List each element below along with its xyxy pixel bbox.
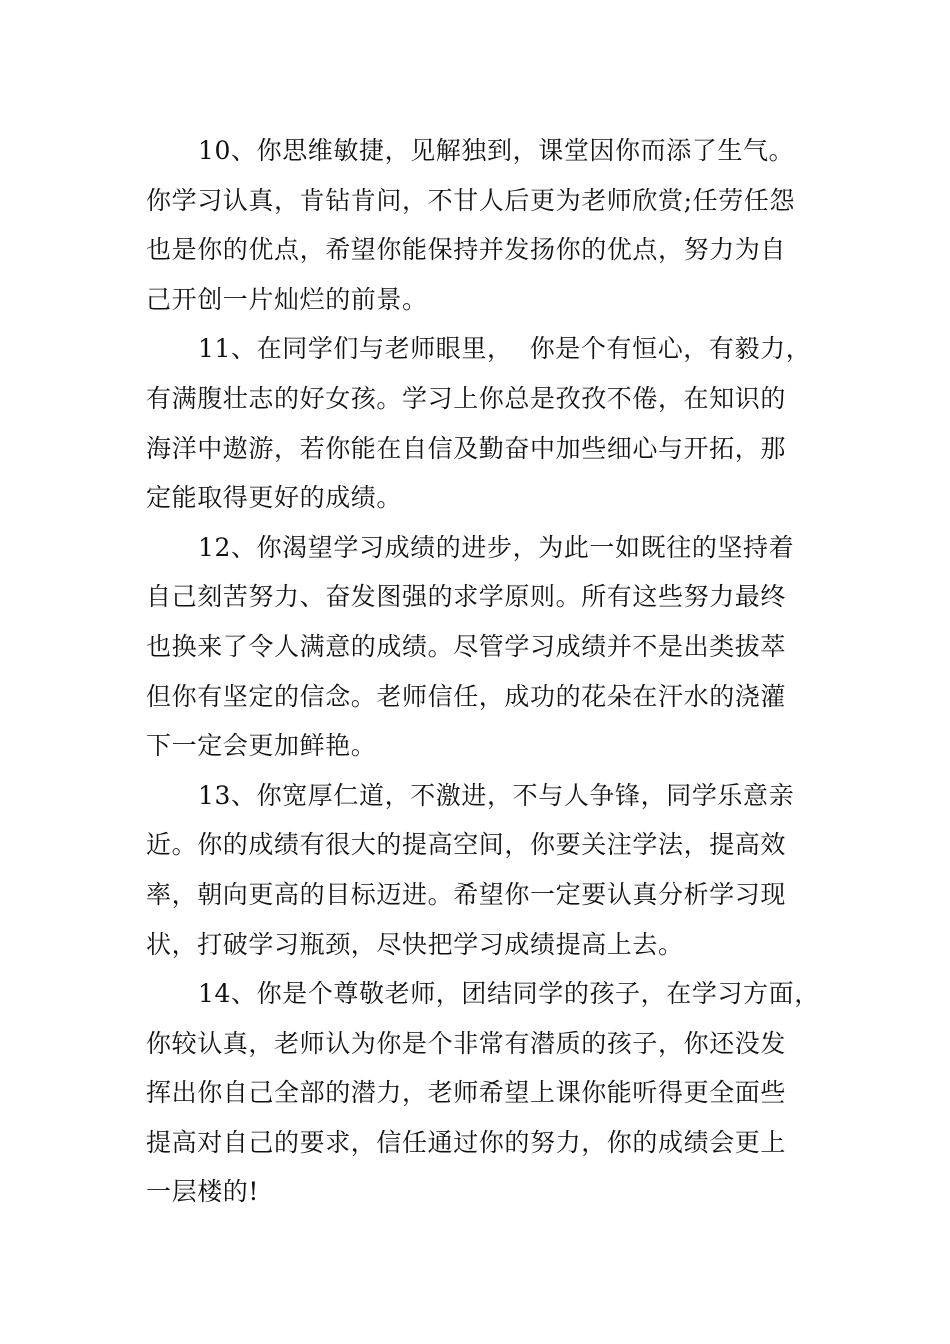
paragraph-14 — [146, 969, 826, 1217]
paragraph-line: 13、你宽厚仁道，不激进，不与人争锋，同学乐意亲 — [198, 780, 795, 810]
paragraph-line: 14、你是个尊敬老师，团结同学的孩子，在学习方面， — [198, 979, 820, 1009]
paragraph-line: 也换来了令人满意的成绩。尽管学习成绩并不是出类拔萃 — [146, 631, 787, 661]
paragraph-line: 海洋中遨游，若你能在自信及勤奋中加些细心与开拓，那 — [146, 433, 787, 463]
paragraph-line: 但你有坚定的信念。老师信任，成功的花朵在汗水的浇灌 — [146, 681, 787, 711]
paragraph-line: 有满腹壮志的好女孩。学习上你总是孜孜不倦，在知识的 — [146, 383, 787, 413]
paragraph-line: 提高对自己的要求，信任通过你的努力，你的成绩会更上 — [146, 1127, 787, 1157]
paragraph-line: 12、你渴望学习成绩的进步，为此一如既往的坚持着 — [198, 532, 795, 562]
paragraph-line: 也是你的优点，希望你能保持并发扬你的优点，努力为自 — [146, 235, 787, 265]
paragraph-line: 11、在同学们与老师眼里， 你是个有恒心，有毅力， — [198, 334, 812, 364]
paragraph-11 — [146, 324, 826, 522]
paragraph-line: 率，朝向更高的目标迈进。希望你一定要认真分析学习现 — [146, 879, 787, 909]
paragraph-line: 自己刻苦努力、奋发图强的求学原则。所有这些努力最终 — [146, 582, 787, 612]
paragraph-line: 你较认真，老师认为你是个非常有潜质的孩子，你还没发 — [146, 1028, 787, 1058]
paragraph-line: 近。你的成绩有很大的提高空间，你要关注学法，提高效 — [146, 830, 787, 860]
paragraph-line: 10、你思维敏捷，见解独到，课堂因你而添了生气。 — [198, 136, 795, 165]
paragraph-line: 定能取得更好的成绩。 — [146, 483, 403, 513]
paragraph-line: 一层楼的! — [146, 1177, 260, 1207]
paragraph-line: 己开创一片灿烂的前景。 — [146, 284, 428, 314]
paragraph-line: 下一定会更加鲜艳。 — [146, 731, 377, 761]
paragraph-line: 你学习认真，肯钻肯问，不甘人后更为老师欣赏;任劳任怨 — [146, 185, 796, 215]
paragraph-13 — [146, 771, 826, 969]
paragraph-line: 状，打破学习瓶颈，尽快把学习成绩提高上去。 — [146, 929, 684, 959]
document-body — [146, 126, 826, 1217]
paragraph-10 — [146, 126, 826, 324]
paragraph-12 — [146, 523, 826, 771]
paragraph-line: 挥出你自己全部的潜力，老师希望上课你能听得更全面些 — [146, 1078, 787, 1108]
